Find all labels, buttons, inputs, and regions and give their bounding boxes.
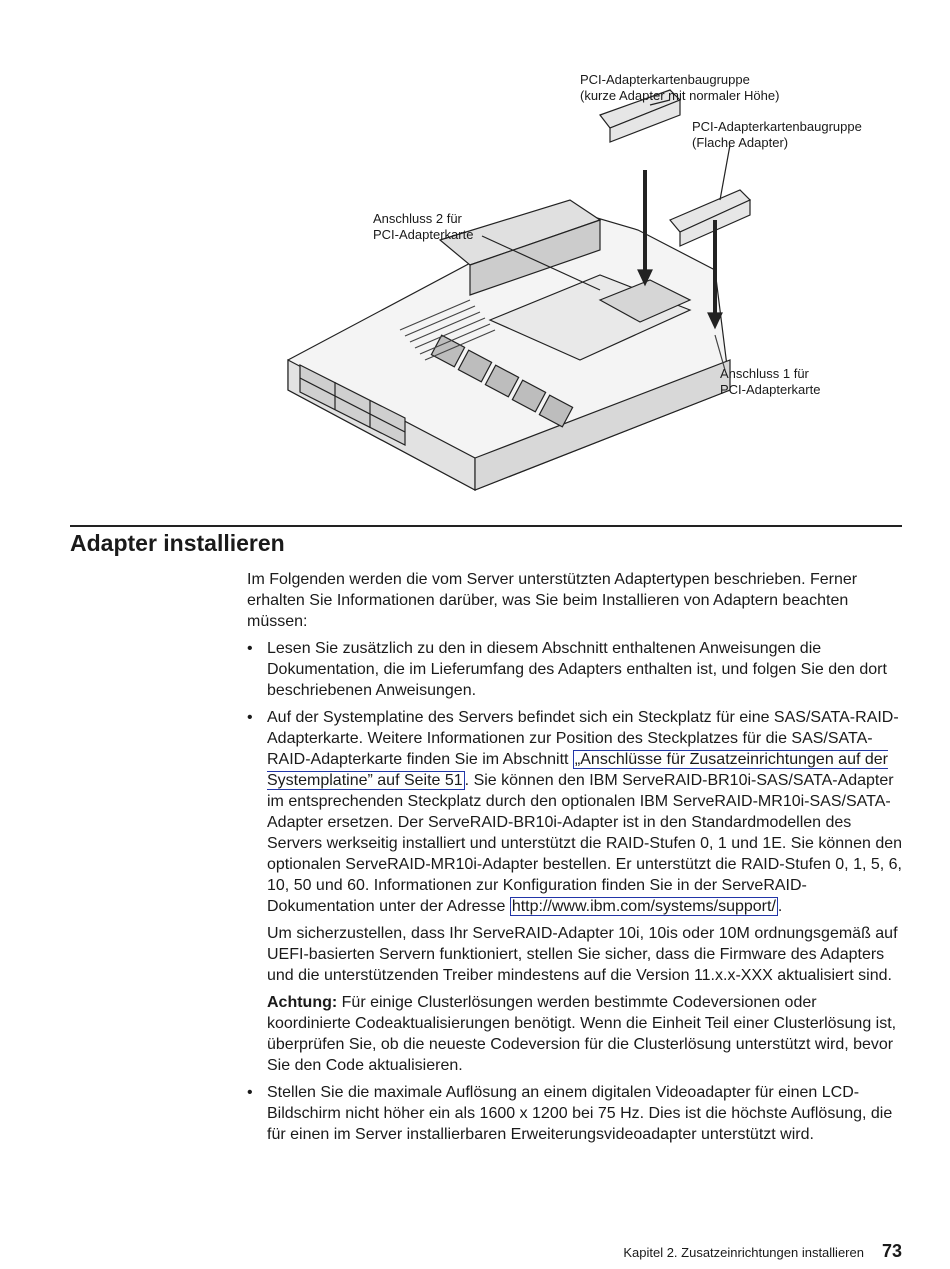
server-illustration [270, 60, 910, 510]
callout-line: (kurze Adapter mit normaler Höhe) [580, 88, 780, 103]
callout-line: PCI-Adapterkartenbaugruppe [580, 72, 750, 87]
callout-line: PCI-Adapterkarte [720, 382, 821, 397]
intro-paragraph: Im Folgenden werden die vom Server unterstützten Adaptertypen beschrieben. Ferner erhalten Sie Informationen darüber, was Sie beim Installieren von Adaptern beachten müssen: [247, 571, 858, 630]
cross-reference-link[interactable]: „Anschlüsse für Zusatzeinrichtungen auf der Systemplatine” auf Seite 51 [267, 751, 888, 789]
page-number: 73 [881, 1241, 902, 1261]
bullet-list [247, 638, 903, 1145]
attention-text: Für einige Clusterlösungen werden bestimmte Codeversionen oder koordinierte Codeaktualisierungen benötigt. Wenn die Einheit Teil einer Clusterlösung ist, überprüfen Sie, ob die neueste Codeversion für die Clusterlösung unterstützt wird, bevor Sie den Code aktualisieren. [267, 994, 897, 1074]
callout-riser-flat [692, 119, 862, 151]
list-item [247, 707, 903, 1076]
text-run: Auf der Systemplatine des Servers befindet sich ein Steckplatz für eine SAS/SATA-RAID-Adapterkarte. Weitere Informationen zur Position des Steckplatzes für die SAS/SATA-RAID-Adapterkarte finden Sie im Abschnitt [267, 709, 899, 768]
callout-line: (Flache Adapter) [692, 135, 789, 150]
list-item [247, 1082, 903, 1145]
section-divider [70, 525, 902, 527]
bullet-icon: • [247, 709, 253, 726]
ibm-support-link[interactable]: http://www.ibm.com/systems/support/ [511, 898, 776, 915]
bullet-icon: • [247, 1084, 253, 1101]
attention-label: Achtung: [267, 994, 338, 1011]
chapter-title: Kapitel 2. Zusatzeinrichtungen installieren [623, 1245, 864, 1260]
section-title: Adapter installieren [70, 530, 285, 556]
list-item-text: Lesen Sie zusätzlich zu den in diesem Abschnitt enthaltenen Anweisungen die Dokumentation, die im Lieferumfang des Adapters enthalten ist, und folgen Sie den dort beschriebenen Anweisungen. [267, 640, 887, 699]
callout-line: PCI-Adapterkarte [373, 227, 474, 242]
callout-line: PCI-Adapterkartenbaugruppe [692, 119, 862, 134]
callout-line: Anschluss 2 für [373, 211, 462, 226]
text-run: . Sie können den IBM ServeRAID-BR10i-SAS/SATA-Adapter im entsprechenden Steckplatz durch den optionalen IBM ServeRAID-MR10i-SAS/SATA-Adapter ersetzen. Der ServeRAID-BR10i-Adapter ist in den Standardmodellen des Servers werkseitig installiert und unterstützt die RAID-Stufen 0, 1 und 1E. Sie können den optionalen ServeRAID-MR10i-Adapter bestellen. Er unterstützt die RAID-Stufen 0, 1, 5, 6, 10, 50 und 60. Informationen zur Konfiguration finden Sie in der ServeRAID-Dokumentation unter der Adresse [267, 772, 903, 915]
section-body [247, 569, 903, 1151]
list-item-paragraph [267, 707, 903, 917]
bullet-icon: • [247, 640, 253, 657]
list-item-paragraph: Um sicherzustellen, dass Ihr ServeRAID-Adapter 10i, 10is oder 10M ordnungsgemäß auf UEFI-basierten Servern funktioniert, stellen Sie sicher, dass die Firmware des Adapters und die unterstützenden Treiber mindestens auf die Version 11.x.x-XXX aktualisiert sind. [267, 925, 898, 984]
attention-note [267, 992, 903, 1076]
list-item [247, 638, 903, 701]
list-item-text: Stellen Sie die maximale Auflösung an einem digitalen Videoadapter für einen LCD-Bildschirm nicht höher ein als 1600 x 1200 bei 75 Hz. Dies ist die höchste Auflösung, die für einen im Server installierbaren Erweiterungsvideoadapter unterstützt wird. [267, 1084, 893, 1143]
callout-connector-1 [720, 366, 820, 398]
callout-connector-2 [373, 211, 473, 243]
callout-line: Anschluss 1 für [720, 366, 809, 381]
text-run: . [777, 898, 783, 915]
callout-riser-normal [580, 72, 779, 104]
page-footer [623, 1240, 902, 1264]
